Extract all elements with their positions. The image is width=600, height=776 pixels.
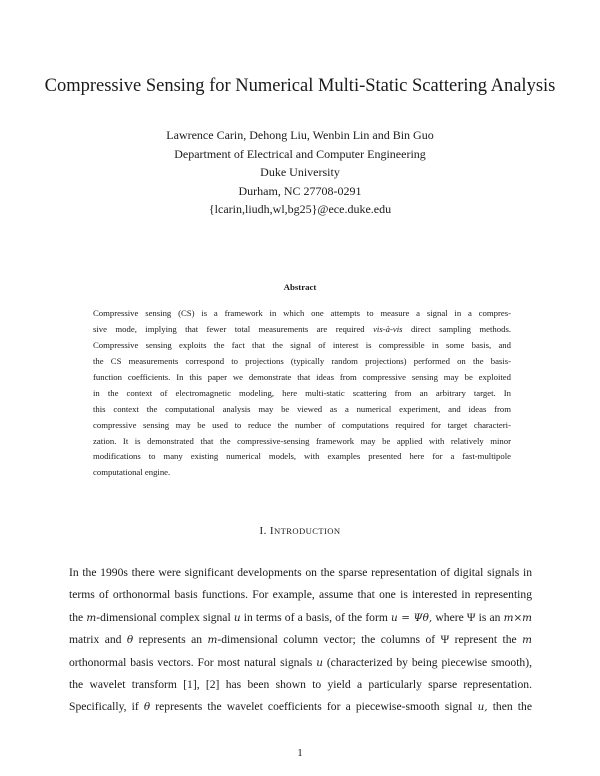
body-fragment: the [69,610,84,624]
body-fragment: represents the wavelet coefficients for a piecewise-smooth signal [155,700,473,714]
author-block [0,126,600,219]
math-m: m [522,634,533,647]
math-u: u [316,656,323,669]
body-fragment: (characterized by being piecewise smooth), [326,655,532,669]
abstract-line: modifications to many existing numerical models, with examples presented here for a fast-multipole [93,451,511,462]
author-names: Lawrence Carin, Dehong Liu, Wenbin Lin and Bin Guo [166,128,434,142]
abstract-line: compressive sensing may be used to reduce the number of computations required for target characteri- [93,419,511,430]
math-m: m [86,611,97,624]
section-title-initial: I [269,525,274,537]
body-fragment: -dimensional complex signal [96,610,231,624]
section-title-rest: NTRODUCTION [273,526,341,536]
address: Durham, NC 27708-0291 [238,183,362,198]
body-line: In the 1990s there were significant developments on the sparse representation of digital signals in [69,566,532,579]
abstract-italic-phrase: vis-à-vis [373,323,403,334]
math-equation: u = Ψθ, [391,611,433,624]
abstract-line: zation. It is demonstrated that the compressive-sensing framework may be applied with relatively minor [93,435,511,446]
math-m: m [207,634,218,647]
abstract-line-text: sive mode, implying that fewer total measurements are required [93,323,365,334]
math-theta: θ [143,701,151,714]
body-line: terms of orthonormal basis functions. For example, assume that one is interested in representing [69,588,532,602]
math-u: u [233,611,241,624]
section-numeral: I. [259,525,267,537]
body-line [69,652,532,674]
body-line: the wavelet transform [1], [2] has been shown to yield a particularly sparse representation. [69,677,532,691]
body-fragment: then the [492,700,532,714]
introduction-body [69,562,532,719]
body-line [69,629,532,651]
body-line [69,607,532,629]
department: Department of Electrical and Computer Engineering [174,146,426,161]
abstract-line: the CS measurements correspond to projections (typically random projections) performed on the basis- [93,355,511,366]
abstract-line: computational engine. [93,467,171,478]
section-heading-introduction [0,525,600,537]
body-fragment: where Ψ is an [435,610,501,624]
body-fragment: orthonormal basis vectors. For most natural signals [69,655,313,669]
page-number: 1 [297,747,303,759]
body-fragment: matrix and [69,633,122,647]
math-m-times-m: m×m [503,611,533,624]
abstract-line-text: direct sampling methods. [410,323,512,334]
abstract-line: this context the computational analysis may be viewed as a numerical experiment, and ideas from [93,403,511,414]
abstract-text [93,306,511,481]
abstract-heading: Abstract [283,282,317,292]
abstract-line [93,322,511,338]
abstract-line: Compressive sensing exploits the fact that the signal of interest is compressible in some basis, and [93,339,511,350]
body-line [69,696,532,718]
math-theta: θ [126,634,134,647]
abstract-line: in the context of electromagnetic modeling, here multi-static scattering from an arbitrary target. In [93,387,511,398]
math-u: u, [477,701,488,714]
body-fragment: represents an [138,633,203,647]
body-fragment: in terms of a basis, of the form [243,610,388,624]
abstract-line: Compressive sensing (CS) is a framework in which one attempts to measure a signal in a compres- [93,308,511,318]
paper-title: Compressive Sensing for Numerical Multi-Static Scattering Analysis [44,76,556,96]
email: {lcarin,liudh,wl,bg25}@ece.duke.edu [208,202,392,217]
abstract-line: function coefficients. In this paper we demonstrate that ideas from compressive sensing may be exploited [93,371,511,382]
university: Duke University [260,165,340,180]
body-fragment: Specifically, if [69,700,139,714]
body-fragment: -dimensional column vector; the columns of Ψ represent the [217,633,517,647]
